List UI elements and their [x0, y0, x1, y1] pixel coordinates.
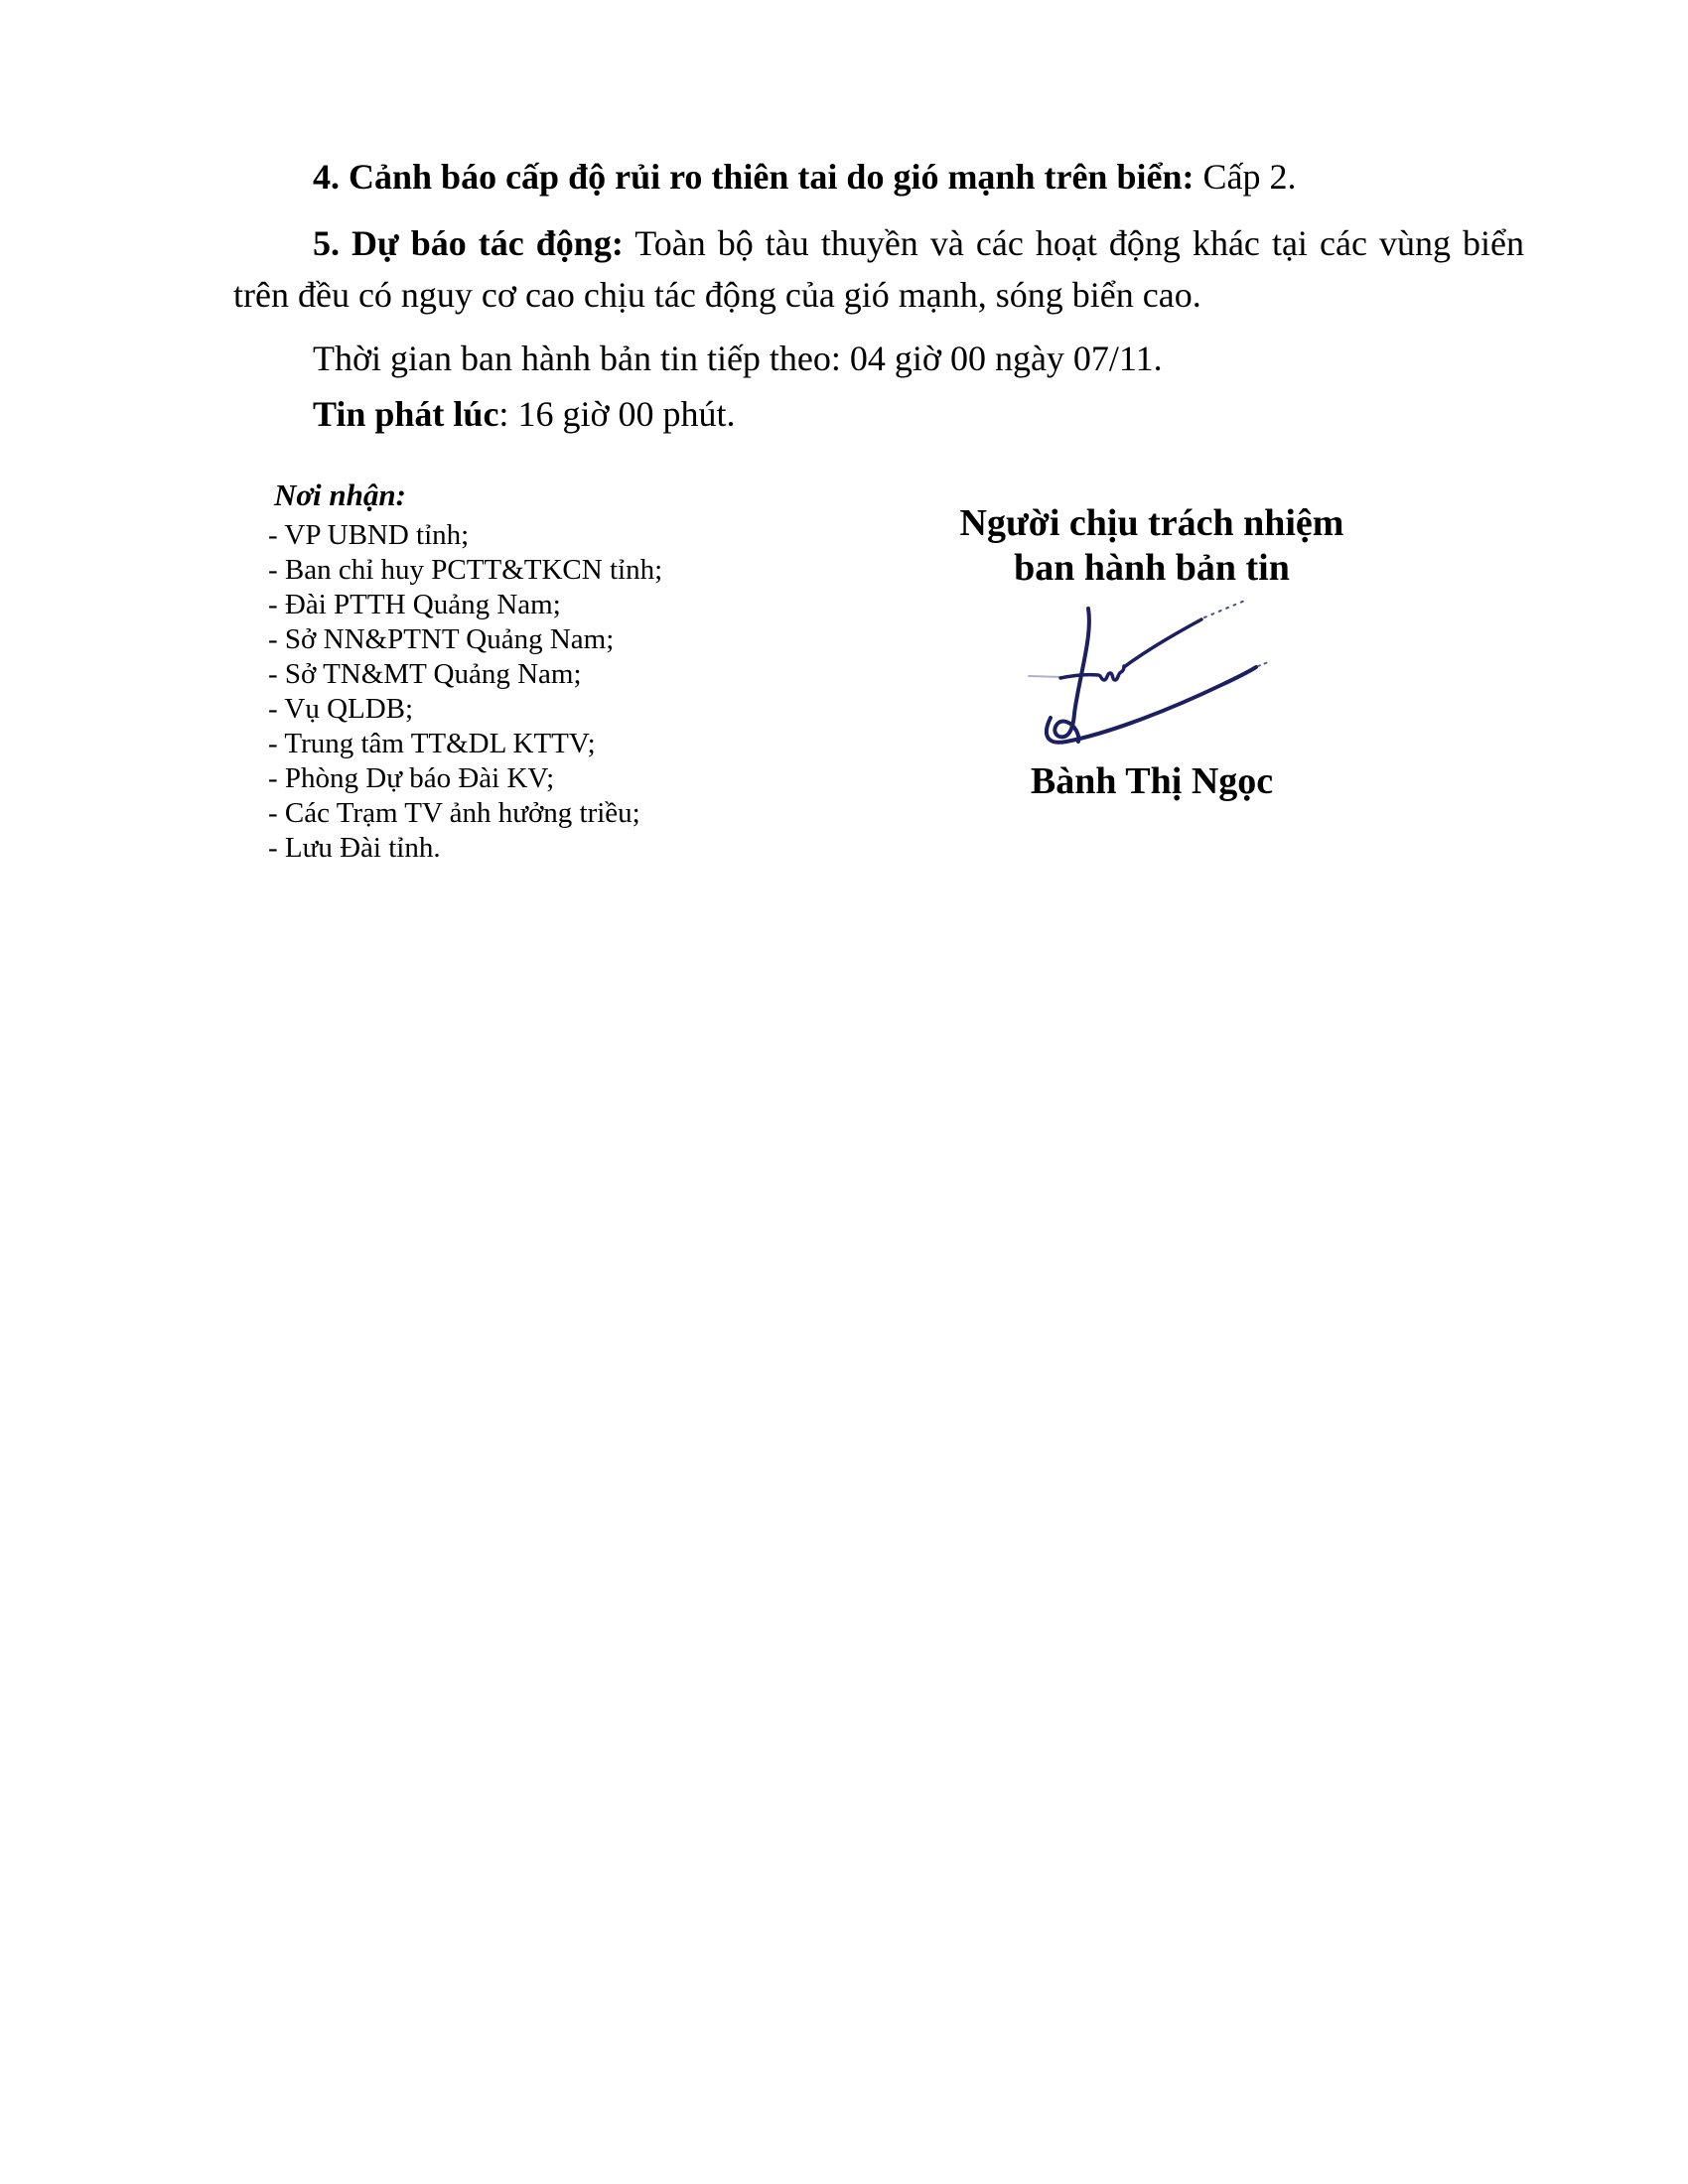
- next-bulletin-line: Thời gian ban hành bản tin tiếp theo: 04 giờ 00 ngày 07/11.: [313, 339, 1163, 378]
- signature-image: [1023, 593, 1281, 751]
- signature-block: [943, 501, 1360, 803]
- recipient-item: - VP UBND tỉnh;: [268, 519, 470, 551]
- issue-time-value: 16 giờ 00 phút.: [517, 394, 736, 434]
- section-5-label: 5. Dự báo tác động:: [313, 223, 624, 263]
- issue-time-label: Tin phát lúc: [313, 394, 499, 434]
- recipients-list: [268, 477, 662, 866]
- responsible-person-title-line2: ban hành bản tin: [1014, 547, 1290, 589]
- issue-time-separator: :: [498, 394, 509, 434]
- responsible-person-title-line1: Người chịu trách nhiệm: [959, 502, 1344, 544]
- section-4-label: 4. Cảnh báo cấp độ rủi ro thiên tai do gió mạnh trên biển:: [313, 157, 1195, 197]
- recipient-item: - Lưu Đài tỉnh.: [268, 832, 441, 864]
- issue-time-line: [233, 388, 1524, 440]
- impact-forecast-line2: trên đều có nguy cơ cao chịu tác động của gió mạnh, sóng biển cao.: [233, 275, 1201, 315]
- recipient-item: - Ban chỉ huy PCTT&TKCN tỉnh;: [268, 554, 663, 586]
- recipient-item: - Vụ QLDB;: [268, 693, 414, 725]
- recipient-item: - Đài PTTH Quảng Nam;: [268, 589, 561, 620]
- recipient-item: - Phòng Dự báo Đài KV;: [268, 762, 555, 794]
- section-4-paragraph: [233, 151, 1524, 203]
- section-4-value: Cấp 2.: [1202, 157, 1297, 197]
- signature-strokes: [1029, 600, 1271, 743]
- impact-forecast-paragraph: [233, 217, 1524, 321]
- signer-name: Bành Thị Ngọc: [1030, 760, 1274, 802]
- section-5-text-line1: Toàn bộ tàu thuyền và các hoạt động khác tại các vùng biển: [634, 223, 1524, 263]
- recipient-item: - Trung tâm TT&DL KTTV;: [268, 728, 596, 759]
- recipient-item: - Sở NN&PTNT Quảng Nam;: [268, 623, 615, 655]
- bulletin-body: [233, 151, 1524, 440]
- recipient-item: - Sở TN&MT Quảng Nam;: [268, 658, 582, 690]
- impact-forecast-line1: [233, 217, 1524, 269]
- recipients-heading: Nơi nhận:: [274, 478, 406, 512]
- recipient-item: - Các Trạm TV ảnh hưởng triều;: [268, 797, 640, 829]
